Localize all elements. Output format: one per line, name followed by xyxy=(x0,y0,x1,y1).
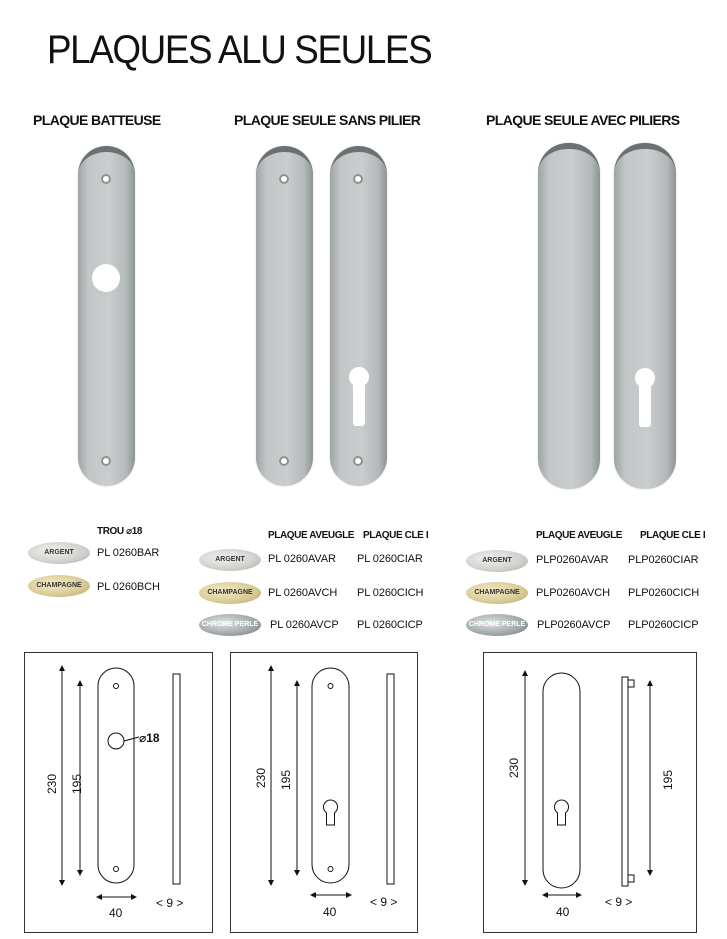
ref-code: PL 0260BCH xyxy=(97,581,160,593)
screw-hole xyxy=(101,456,111,466)
section-title-avec-piliers: PLAQUE SEULE AVEC PILIERS xyxy=(486,112,680,128)
screw-hole xyxy=(279,174,289,184)
drawing-avec-piliers xyxy=(483,652,697,933)
drawing-batteuse xyxy=(24,652,213,933)
swatch-chrome-perle: CHROME PERLE xyxy=(199,614,261,636)
plate-aveugle-image xyxy=(256,146,313,486)
section-title-sans-pilier: PLAQUE SEULE SANS PILIER xyxy=(234,112,421,128)
screw-hole xyxy=(353,174,363,184)
dim-195: 195 xyxy=(70,773,85,795)
dim-195: 195 xyxy=(279,769,294,791)
screw-hole xyxy=(279,456,289,466)
round-hole xyxy=(92,264,120,292)
ref-code: PLP0260CICH xyxy=(628,587,700,599)
ref-code: PL 0260AVAR xyxy=(268,553,336,565)
header-trou: TROU ⌀18 xyxy=(97,526,143,537)
dim-hole: ⌀18 xyxy=(139,731,160,745)
ref-code: PLP0260AVCP xyxy=(537,619,611,631)
dim-230: 230 xyxy=(45,773,60,795)
ref-code: PL 0260AVCP xyxy=(270,619,339,631)
swatch-champagne: CHAMPAGNE xyxy=(466,582,528,604)
swatch-champagne: CHAMPAGNE xyxy=(28,575,90,597)
ref-code: PL 0260CICP xyxy=(357,619,423,631)
dim-230: 230 xyxy=(254,767,269,789)
plate-pilier-cle-image xyxy=(614,143,676,489)
ref-code: PL 0260CIAR xyxy=(357,553,423,565)
drawing-sans-pilier xyxy=(230,652,418,933)
swatch-chrome-perle: CHROME PERLE xyxy=(466,614,528,636)
drawing-avec-piliers-lines xyxy=(484,653,696,932)
dim-195: 195 xyxy=(661,769,676,791)
dim-40: 40 xyxy=(323,905,337,919)
dim-9: < 9 > xyxy=(370,895,398,909)
dim-40: 40 xyxy=(556,905,570,919)
plate-cle-image xyxy=(330,146,387,486)
cylinder-hole-icon xyxy=(634,367,656,427)
dim-40: 40 xyxy=(109,906,123,920)
swatch-argent: ARGENT xyxy=(466,550,528,572)
header-cle: PLAQUE CLE I xyxy=(363,530,429,541)
page-title: PLAQUES ALU SEULES xyxy=(47,28,432,72)
ref-code: PL 0260AVCH xyxy=(268,587,338,599)
plate-batteuse-image xyxy=(78,146,135,486)
dim-230: 230 xyxy=(507,757,522,779)
screw-hole xyxy=(353,456,363,466)
ref-code: PLP0260AVAR xyxy=(536,554,609,566)
ref-code: PLP0260AVCH xyxy=(536,587,610,599)
header-cle: PLAQUE CLE I xyxy=(640,530,706,541)
ref-code: PLP0260CICP xyxy=(628,619,699,631)
swatch-argent: ARGENT xyxy=(28,542,90,564)
plate-pilier-aveugle-image xyxy=(538,143,600,489)
dim-9: < 9 > xyxy=(605,895,633,909)
swatch-argent: ARGENT xyxy=(199,549,261,571)
header-aveugle: PLAQUE AVEUGLE xyxy=(268,530,355,541)
ref-code: PL 0260CICH xyxy=(357,587,424,599)
cylinder-hole-icon xyxy=(348,366,370,426)
screw-hole xyxy=(101,174,111,184)
ref-code: PL 0260BAR xyxy=(97,547,160,559)
section-title-batteuse: PLAQUE BATTEUSE xyxy=(33,112,161,128)
swatch-champagne: CHAMPAGNE xyxy=(199,582,261,604)
header-aveugle: PLAQUE AVEUGLE xyxy=(536,530,623,541)
dim-9: < 9 > xyxy=(156,896,184,910)
drawing-sans-pilier-lines xyxy=(231,653,417,932)
ref-code: PLP0260CIAR xyxy=(628,554,699,566)
